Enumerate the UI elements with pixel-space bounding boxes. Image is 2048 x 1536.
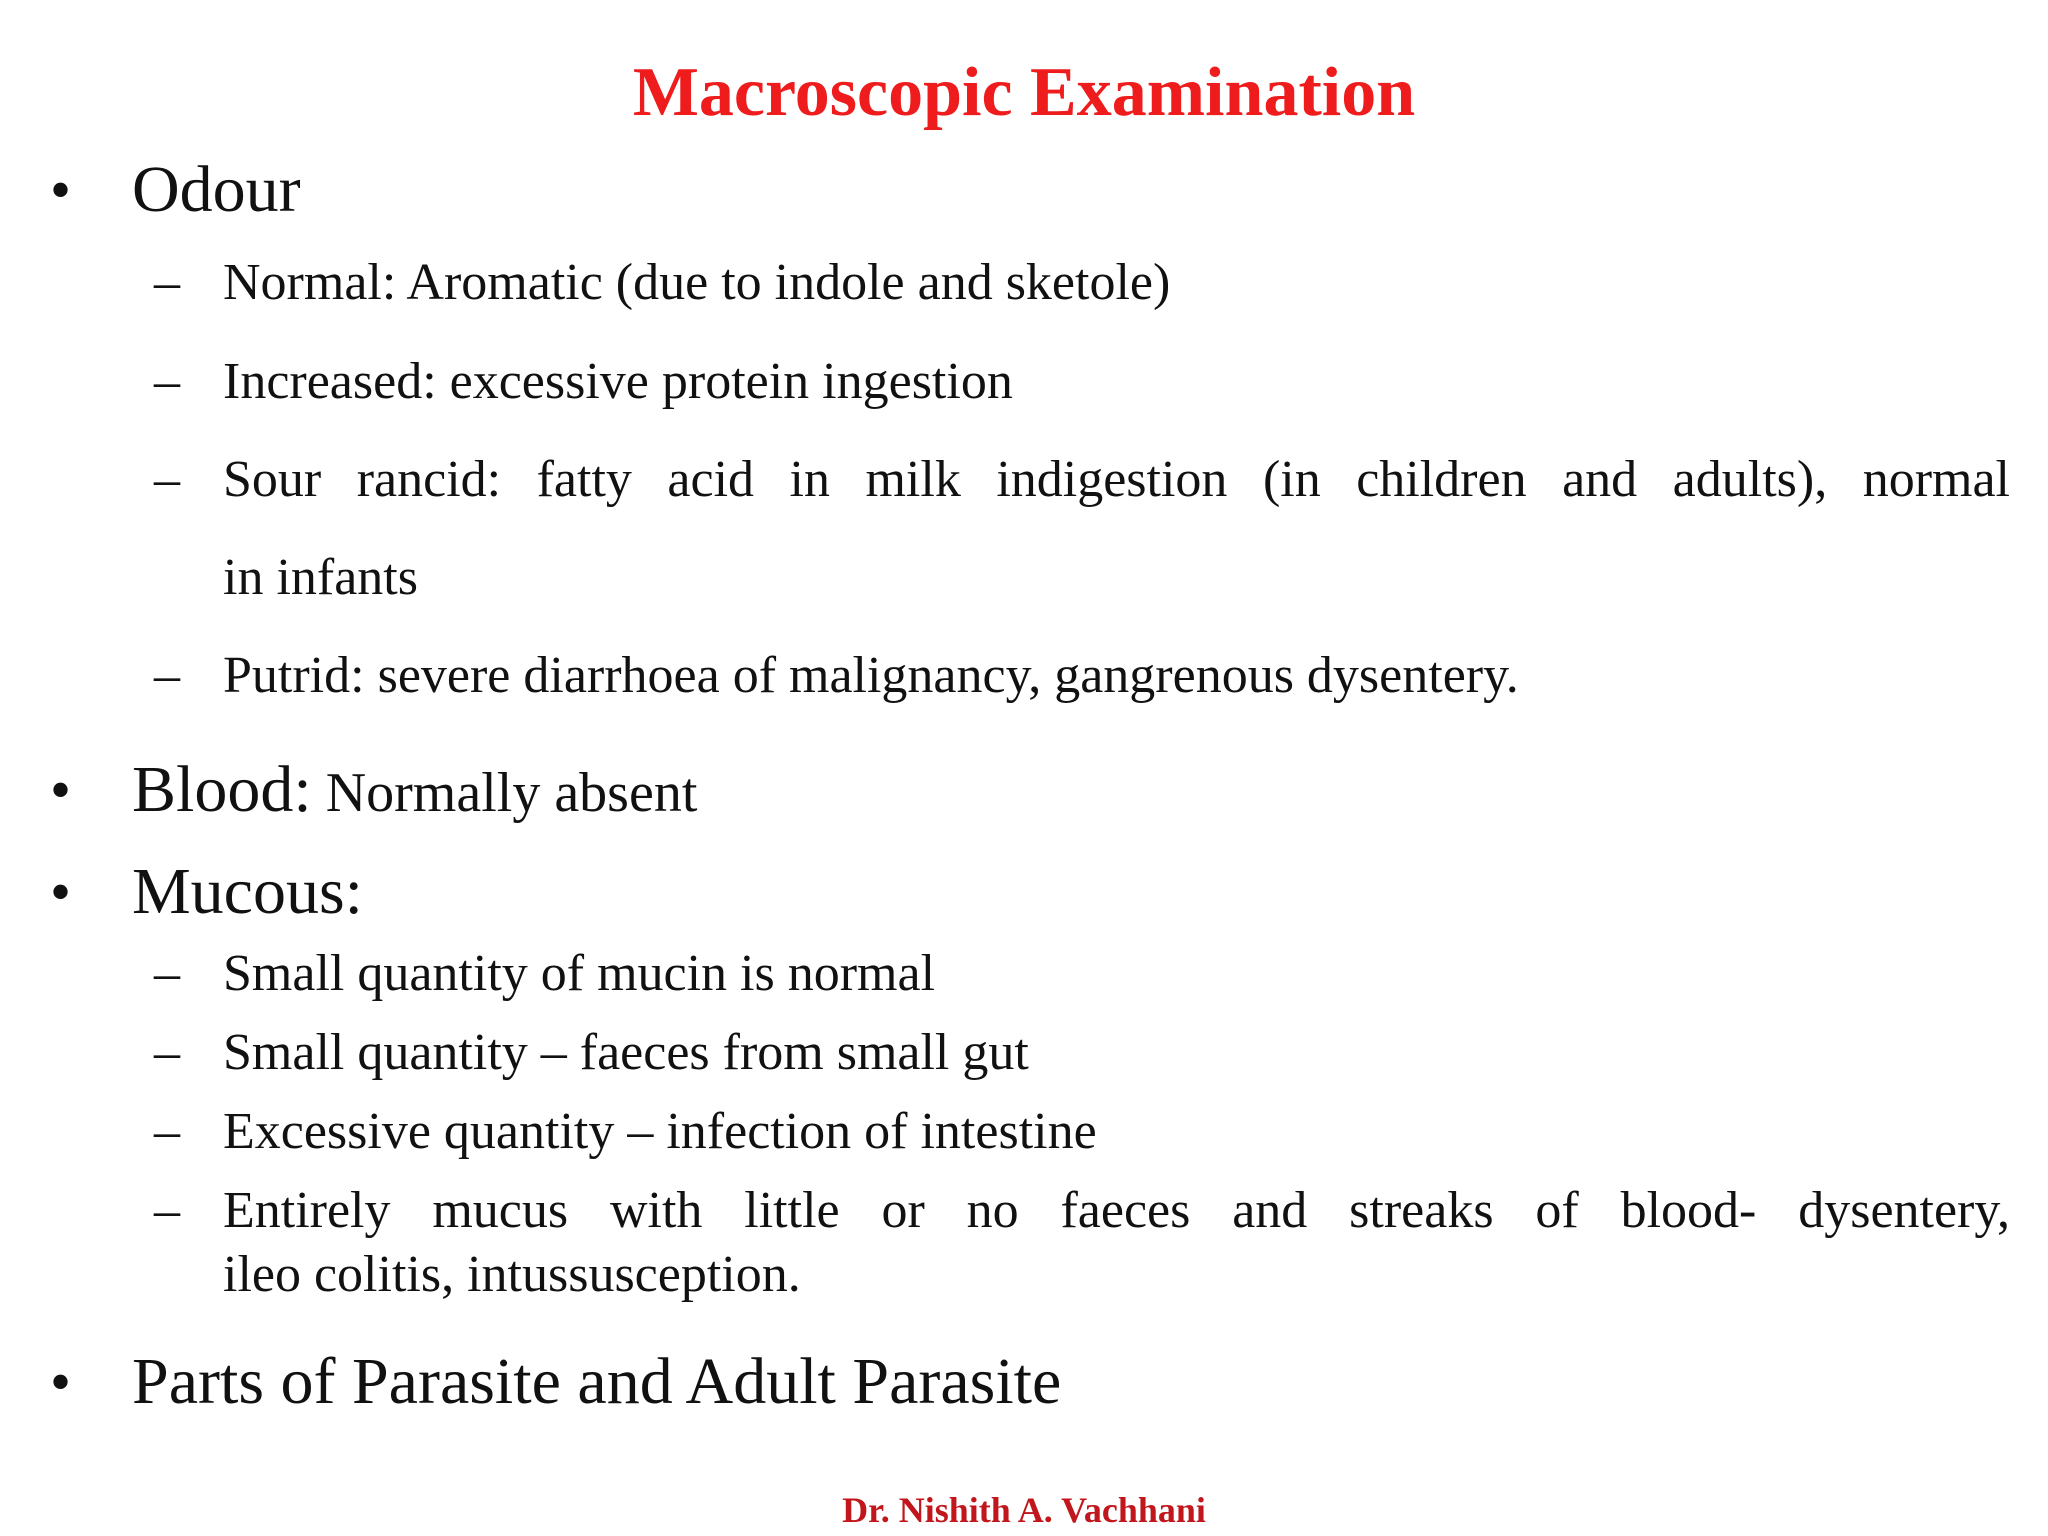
dash-mucous-mucin: – <box>154 945 180 1002</box>
item-odour-normal: Normal: Aromatic (due to indole and sketole) <box>223 254 1171 311</box>
dash-mucous-entirely: – <box>154 1182 180 1239</box>
item-odour-sour-rancid-cont: in infants <box>223 549 418 606</box>
item-mucous-small-gut: Small quantity – faeces from small gut <box>223 1024 1029 1081</box>
item-mucous-mucin: Small quantity of mucin is normal <box>223 945 936 1002</box>
item-mucous-entirely: Entirely mucus with little or no faeces and streaks of blood- dysentery, <box>223 1182 2010 1239</box>
heading-blood-detail: Normally absent <box>311 762 698 824</box>
dash-mucous-excessive: – <box>154 1103 180 1160</box>
dash-odour-increased: – <box>154 353 180 410</box>
item-odour-sour-rancid: Sour rancid: fatty acid in milk indigestion (in children and adults), normal <box>223 451 2010 508</box>
heading-parasite: Parts of Parasite and Adult Parasite <box>132 1345 1062 1418</box>
heading-blood <box>132 750 697 833</box>
heading-odour: Odour <box>132 153 301 226</box>
item-mucous-entirely-cont: ileo colitis, intussusception. <box>223 1246 801 1303</box>
slide-title: Macroscopic Examination <box>632 54 1416 131</box>
dash-odour-normal: – <box>154 254 180 311</box>
author-footer: Dr. Nishith A. Vachhani <box>842 1490 1206 1530</box>
bullet-parasite: • <box>50 1349 72 1415</box>
dash-mucous-small-gut: – <box>154 1024 180 1081</box>
item-odour-putrid: Putrid: severe diarrhoea of malignancy, gangrenous dysentery. <box>223 647 1519 704</box>
dash-odour-sour-rancid: – <box>154 451 180 508</box>
item-odour-increased: Increased: excessive protein ingestion <box>223 353 1013 410</box>
bullet-blood: • <box>50 757 72 823</box>
heading-blood-label: Blood: <box>132 753 312 826</box>
bullet-odour: • <box>50 157 72 223</box>
heading-mucous: Mucous: <box>132 855 363 928</box>
bullet-mucous: • <box>50 859 72 925</box>
item-mucous-excessive: Excessive quantity – infection of intestine <box>223 1103 1097 1160</box>
dash-odour-putrid: – <box>154 647 180 704</box>
